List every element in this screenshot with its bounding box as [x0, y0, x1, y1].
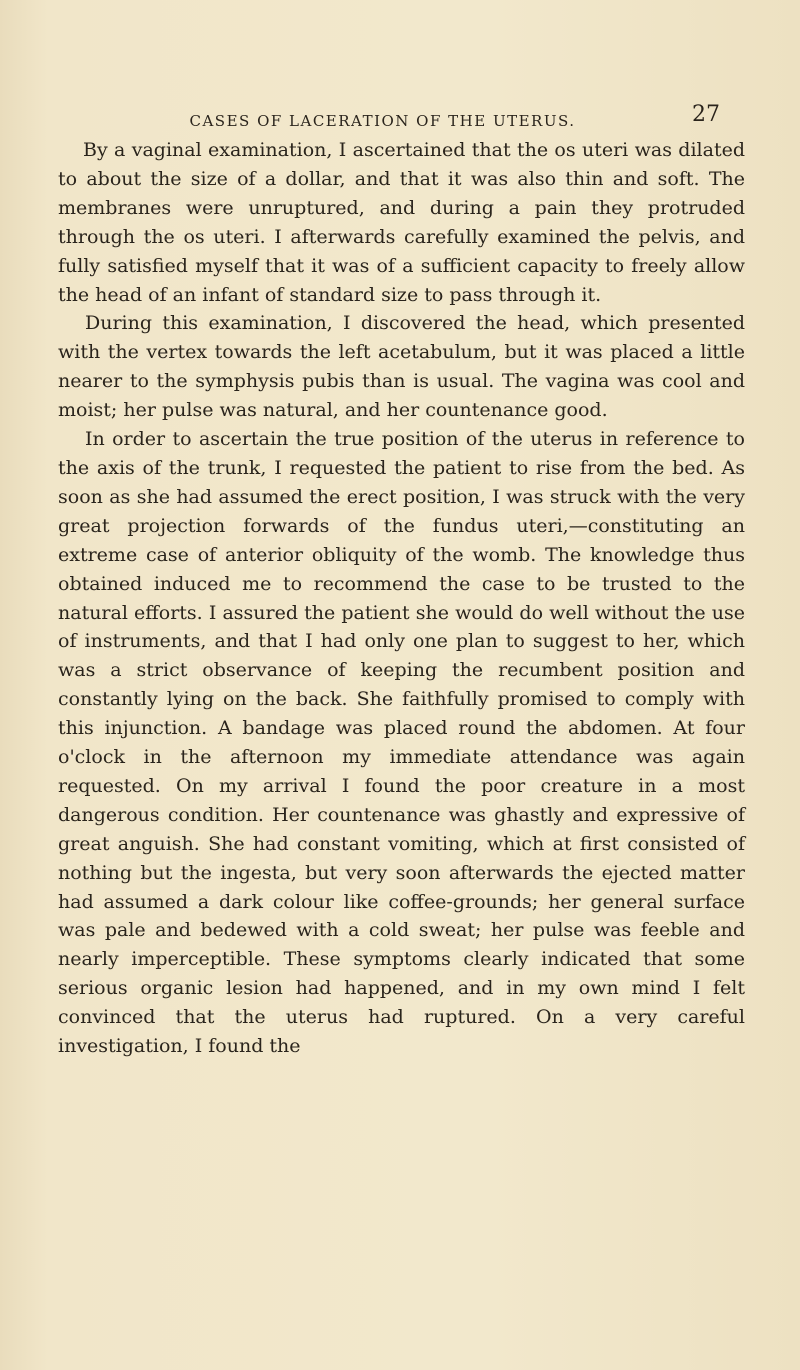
- paragraph: In order to ascertain the true position of the uterus in reference to the axis of the trunk, I requested the patient to rise from the bed. As soon as she had assumed the erect position, I was struck with the very great projection forwards of the fundus uteri,—constituting an extreme case of anterior obliquity of the womb. The knowledge thus obtained induced me to recommend the case to be trusted to the natural efforts. I assured the patient she would do well without the use of instruments, and that I had only one plan to suggest to her, which was a strict observance of keeping the recumbent position and constantly lying on the back. She faithfully promised to comply with this injunction. A bandage was placed round the abdomen. At four o'clock in the afternoon my immediate attendance was again requested. On my arrival I found the poor creature in a most dangerous condition. Her countenance was ghastly and expressive of great anguish. She had constant vomiting, which at first consisted of nothing but the ingesta, but very soon afterwards the ejected matter had assumed a dark colour like coffee-grounds; her general surface was pale and bedewed with a cold sweat; her pulse was feeble and nearly imperceptible. These symptoms clearly indicated that some serious organic lesion had happened, and in my own mind I felt convinced that the uterus had ruptured. On a very careful investigation, I found the: [58, 428, 745, 1058]
- running-title: CASES OF LACERATION OF THE UTERUS.: [189, 112, 576, 130]
- body-text: [58, 136, 745, 1061]
- page-number: 27: [692, 102, 720, 127]
- paragraph: During this examination, I discovered the head, which presented with the vertex towards the left acetabulum, but it was placed a little nearer to the symphysis pubis than is usual. The vagina was cool and moist; her pulse was natural, and her countenance good.: [58, 312, 745, 422]
- paragraph: By a vaginal examination, I ascertained that the os uteri was dilated to about the size of a dollar, and that it was also thin and soft. The membranes were unruptured, and during a pain they protruded through the os uteri. I afterwards carefully examined the pelvis, and fully satisfied myself that it was of a sufficient capacity to freely allow the head of an infant of standard size to pass through it.: [58, 139, 745, 306]
- running-head: [58, 88, 745, 128]
